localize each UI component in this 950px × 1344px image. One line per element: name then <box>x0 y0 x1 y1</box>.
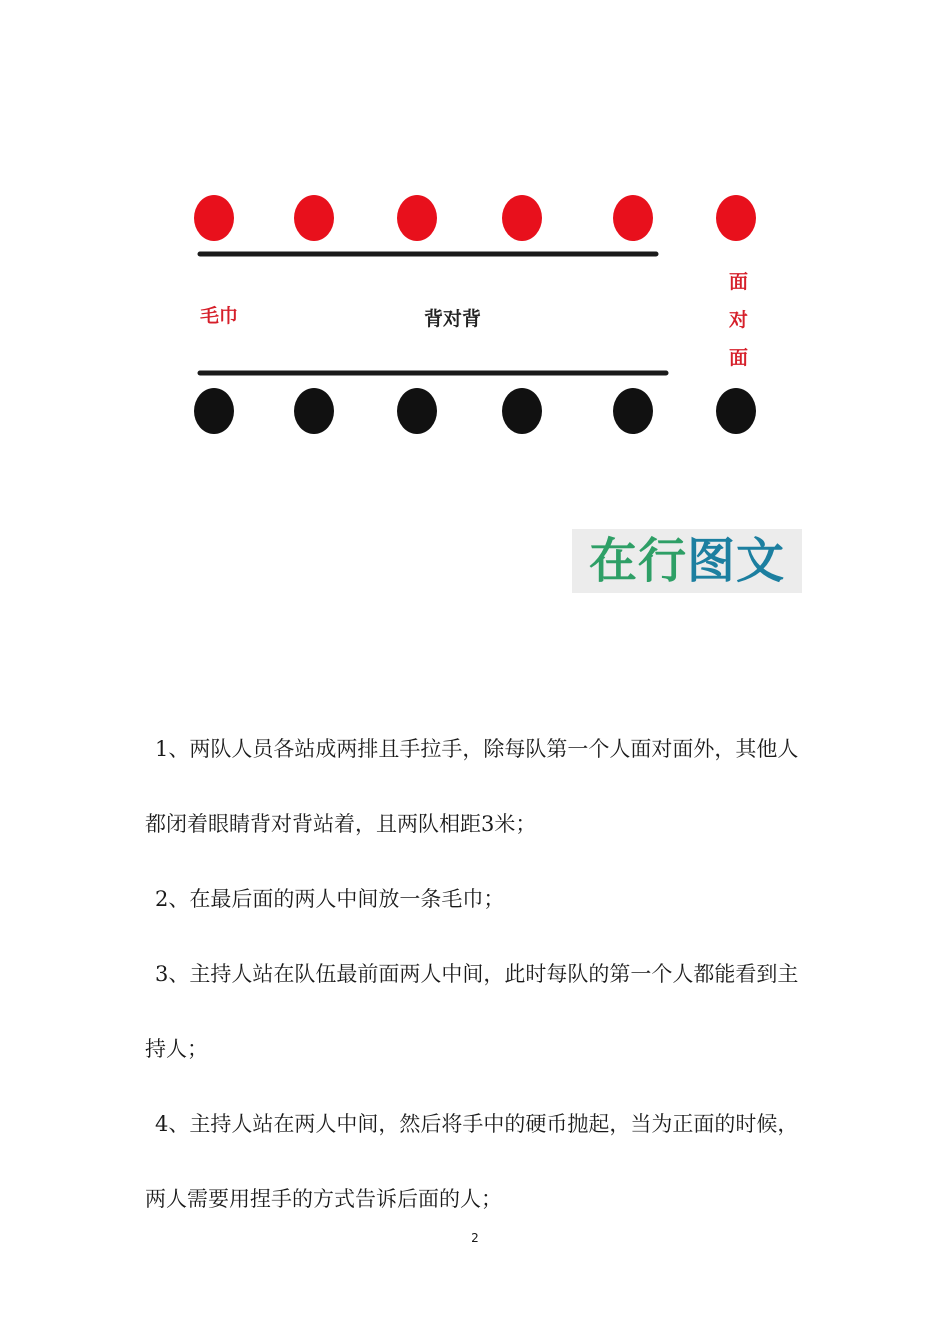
towel-label: 毛巾 <box>200 305 239 327</box>
paragraph-1: 1、两队人员各站成两排且手拉手，除每队第一个人面对面外，其他人都闭着眼睛背对背站着，且两队相距3米； <box>145 737 799 836</box>
watermark-part-2: 图文 <box>687 533 786 589</box>
body-text <box>145 712 810 1237</box>
bottom-row-person-4 <box>502 388 542 434</box>
top-row-person-1 <box>194 195 234 241</box>
face-to-face-label: 面对面 <box>729 271 749 369</box>
paragraph-3: 3、主持人站在队伍最前面两人中间，此时每队的第一个人都能看到主持人； <box>145 962 799 1061</box>
bottom-row-person-6 <box>716 388 756 434</box>
paragraph-4: 4、主持人站在两人中间，然后将手中的硬币抛起，当为正面的时候，两人需要用捏手的方式告诉后面的人； <box>145 1112 799 1211</box>
top-row-people <box>194 195 756 241</box>
paragraph-2: 2、在最后面的两人中间放一条毛巾； <box>155 887 505 911</box>
team-formation-diagram <box>0 0 950 500</box>
bottom-row-person-5 <box>613 388 653 434</box>
bottom-row-person-1 <box>194 388 234 434</box>
bottom-row-person-2 <box>294 388 334 434</box>
top-row-person-4 <box>502 195 542 241</box>
bottom-row-people <box>194 388 756 434</box>
back-to-back-label: 背对背 <box>424 308 482 330</box>
top-row-person-2 <box>294 195 334 241</box>
watermark-logo <box>572 529 802 593</box>
bottom-row-person-3 <box>397 388 437 434</box>
top-row-person-5 <box>613 195 653 241</box>
top-row-person-3 <box>397 195 437 241</box>
watermark-part-1: 在行 <box>588 533 687 589</box>
top-row-person-6 <box>716 195 756 241</box>
page-number: 2 <box>471 1231 479 1245</box>
